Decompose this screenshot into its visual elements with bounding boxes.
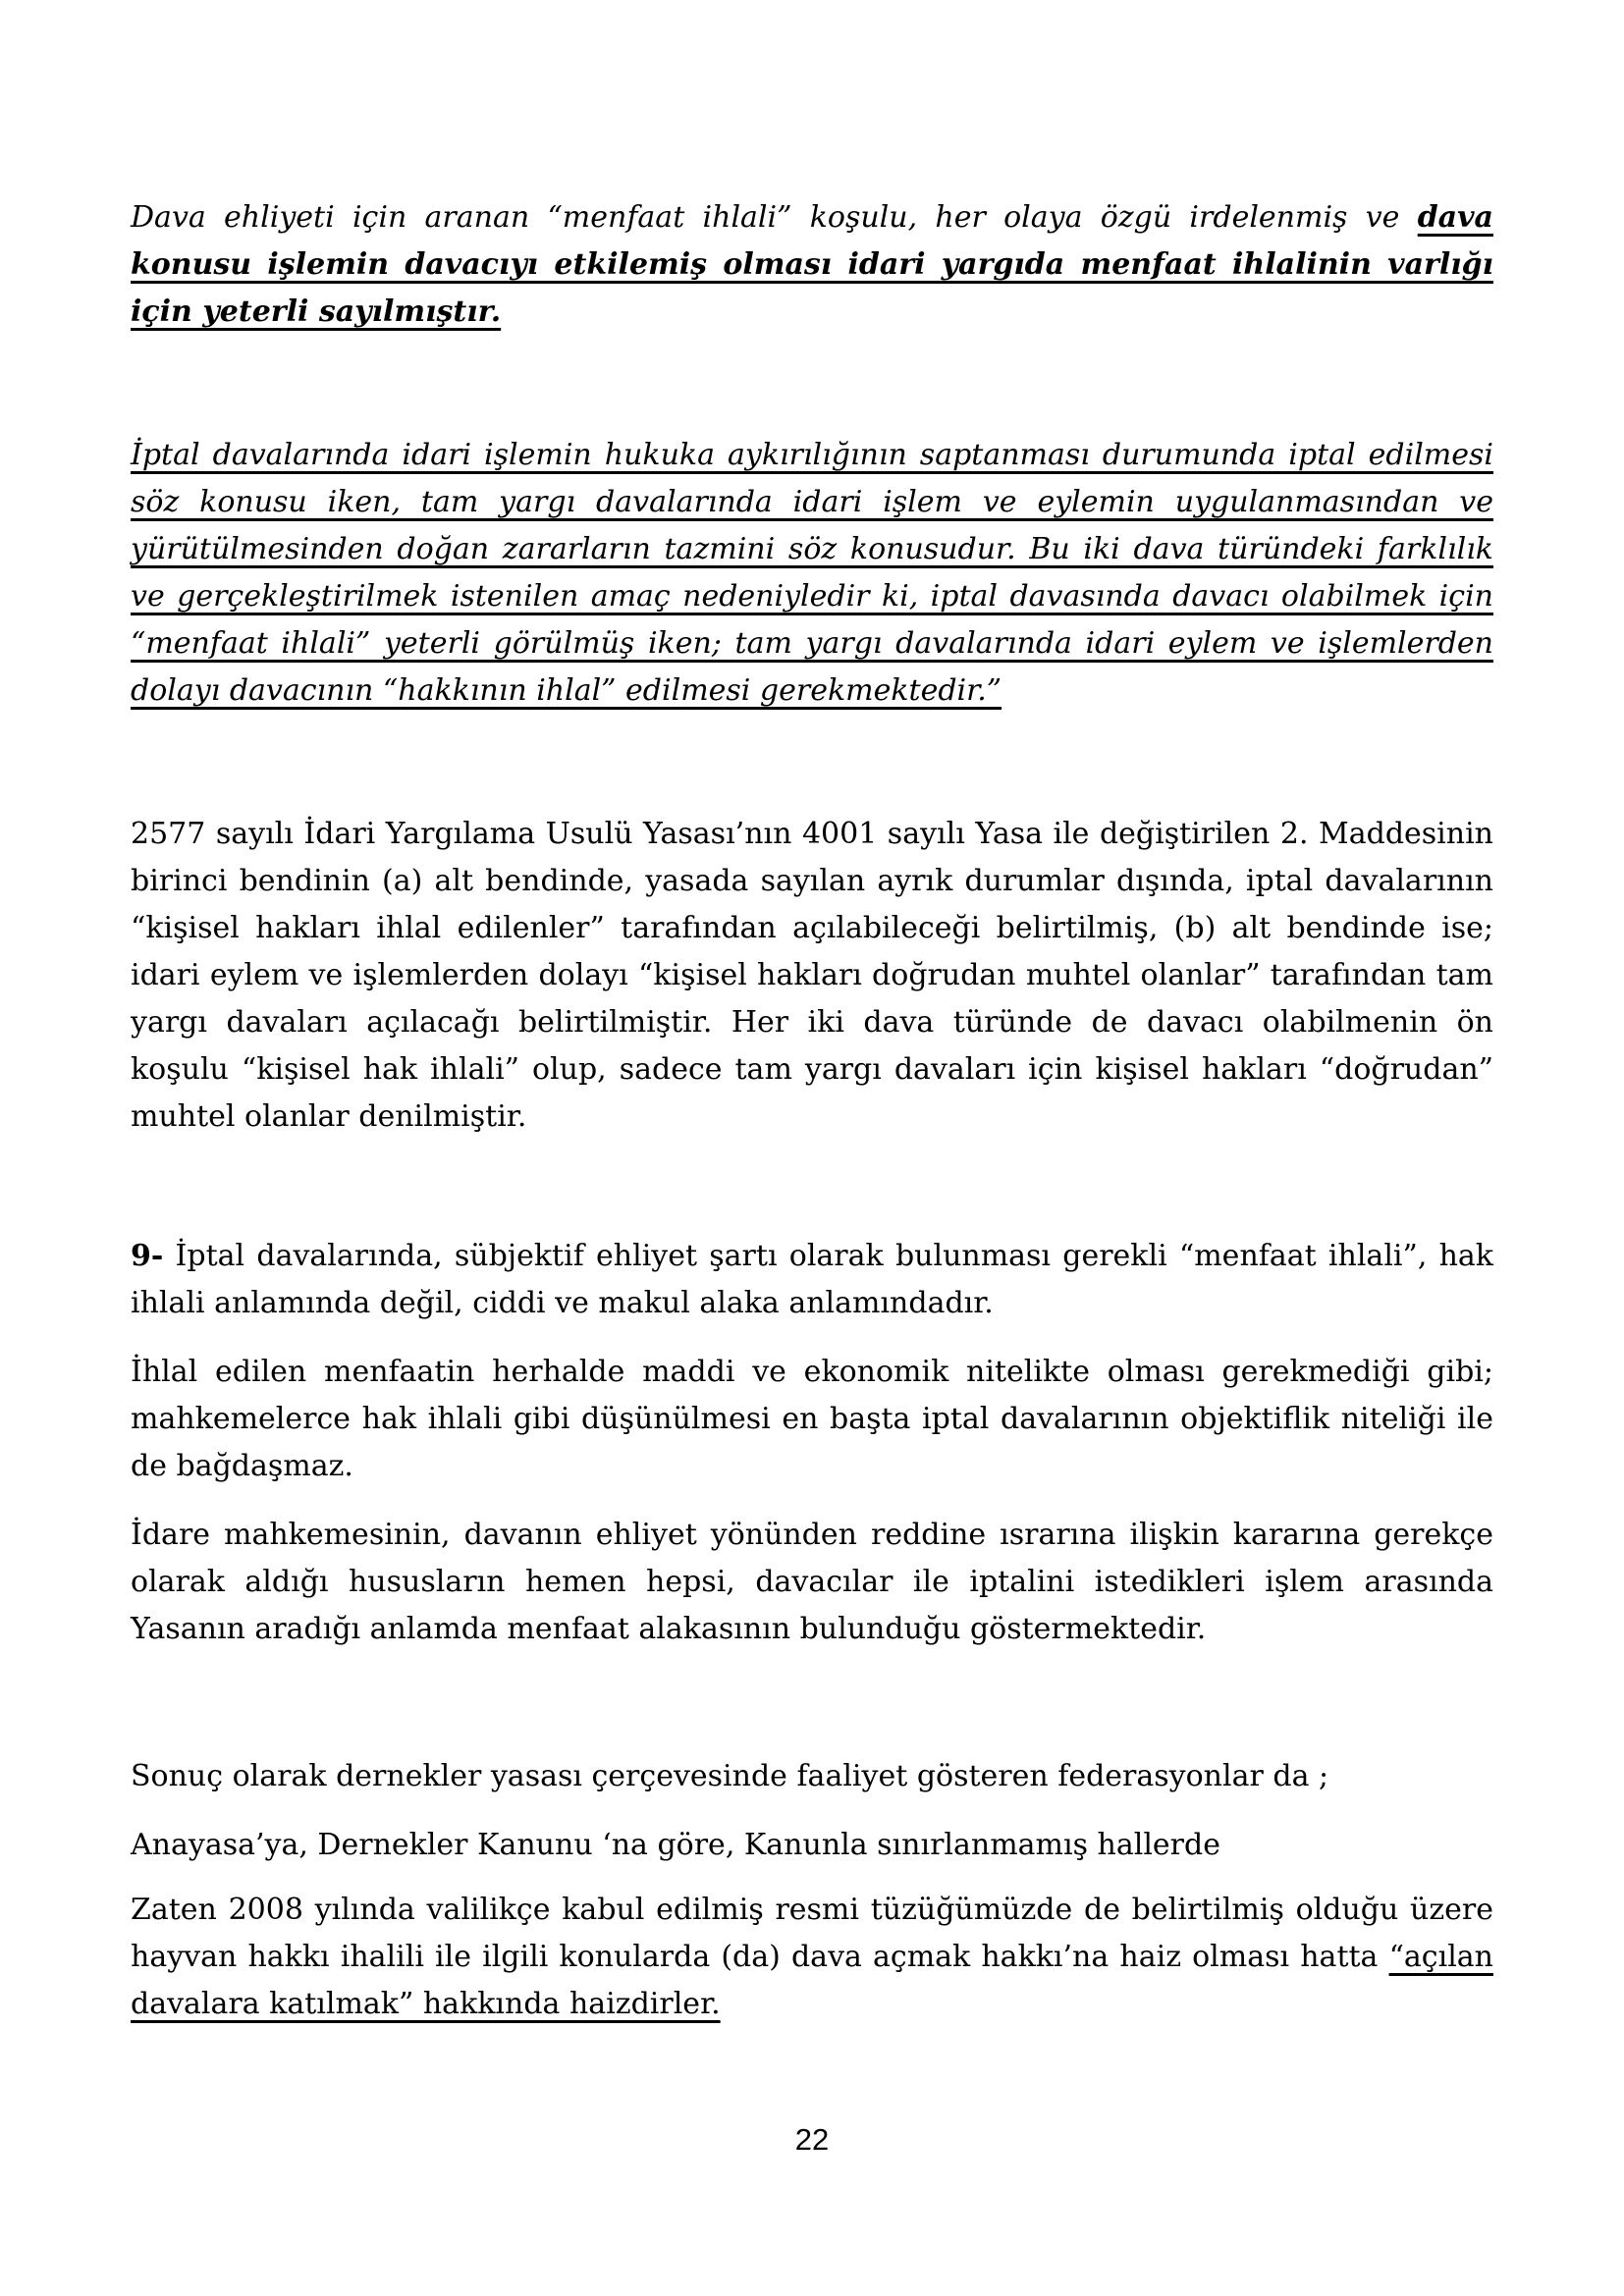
paragraph-zaten-2008	[131, 1887, 1493, 2028]
p8-text-run: Anayasa’ya, Dernekler Kanunu ‘na göre, Kanunla sınırlanmamış hallerde	[131, 1828, 1220, 1862]
p6-text-run: İdare mahkemesinin, davanın ehliyet yönünden reddine ısrarına ilişkin kararına gerekçe olarak aldığı hususların hemen hepsi, davacılar ile iptalini istedikleri işlem arasında Yasanın aradığı anlamda menfaat alakasının bulunduğu göstermektedir.	[131, 1518, 1493, 1646]
paragraph-sonuc-olarak	[131, 1753, 1493, 1800]
p4-text-run: İptal davalarında, sübjektif ehliyet şartı olarak bulunması gerekli “menfaat ihlali”, hak ihlali anlamında değil, ciddi ve makul alaka anlamındadır.	[131, 1239, 1493, 1320]
p1-italic-run: Dava ehliyeti için aranan “menfaat ihlali” koşulu, her olaya özgü irdelenmiş ve	[131, 200, 1418, 235]
paragraph-2577-law	[131, 811, 1493, 1141]
p9-underline-run: “açılan davalara katılmak” hakkında haizdirler.	[131, 1940, 1493, 2021]
p2-underline-run: İptal davalarında idari işlemin hukuka aykırılığının saptanması durumunda iptal edilmesi söz konusu iken, tam yargı davalarında idari işlem ve eylemin uygulanmasından ve yürütülmesinden doğan zararların tazmini söz konusudur. Bu iki dava türündeki farklılık ve gerçekleştirilmek istenilen amaç nedeniyledir ki, iptal davasında davacı olabilmek için “menfaat ihlali” yeterli görülmüş iken; tam yargı davalarında idari eylem ve işlemlerden dolayı davacının “hakkının ihlal” edilmesi gerekmektedir.”	[131, 438, 1493, 708]
paragraph-ihlal-edilen-menfaat	[131, 1349, 1493, 1490]
paragraph-idare-mahkemesi	[131, 1512, 1493, 1653]
p7-text-run: Sonuç olarak dernekler yasası çerçevesinde faaliyet gösteren federasyonlar da ;	[131, 1759, 1329, 1793]
paragraph-anayasa	[131, 1822, 1493, 1869]
p3-text-run: 2577 sayılı İdari Yargılama Usulü Yasası’nın 4001 sayılı Yasa ile değiştirilen 2. Maddesinin birinci bendinin (a) alt bendinde, yasada sayılan ayrık durumlar dışında, iptal davalarının “kişisel hakları ihlal edilenler” tarafından açılabileceği belirtilmiş, (b) alt bendinde ise; idari eylem ve işlemlerden dolayı “kişisel hakları doğrudan muhtel olanlar” tarafından tam yargı davaları açılacağı belirtilmiştir. Her iki dava türünde de davacı olabilmenin ön koşulu “kişisel hak ihlali” olup, sadece tam yargı davaları için kişisel hakları “doğrudan” muhtel olanlar denilmiştir.	[131, 817, 1493, 1134]
p9-text-run: Zaten 2008 yılında valilikçe kabul edilmiş resmi tüzüğümüzde de belirtilmiş olduğu üzere hayvan hakkı ihalili ile ilgili konularda (da) dava açmak hakkı’na haiz olması hatta	[131, 1893, 1493, 1974]
page-number: 22	[794, 2122, 830, 2157]
p1-bold-underline-run: dava konusu işlemin davacıyı etkilemiş olması idari yargıda menfaat ihlalinin varlığı için yeterli sayılmıştır.	[131, 200, 1493, 329]
paragraph-item-9	[131, 1233, 1493, 1327]
p5-text-run: İhlal edilen menfaatin herhalde maddi ve ekonomik nitelikte olması gerekmediği gibi; mahkemelerce hak ihlali gibi düşünülmesi en başta iptal davalarının objektiflik niteliği ile de bağdaşmaz.	[131, 1355, 1493, 1483]
paragraph-quote-iptal-davalari	[131, 432, 1493, 715]
p4-number-run: 9-	[131, 1239, 164, 1273]
paragraph-intro-italic	[131, 194, 1493, 336]
